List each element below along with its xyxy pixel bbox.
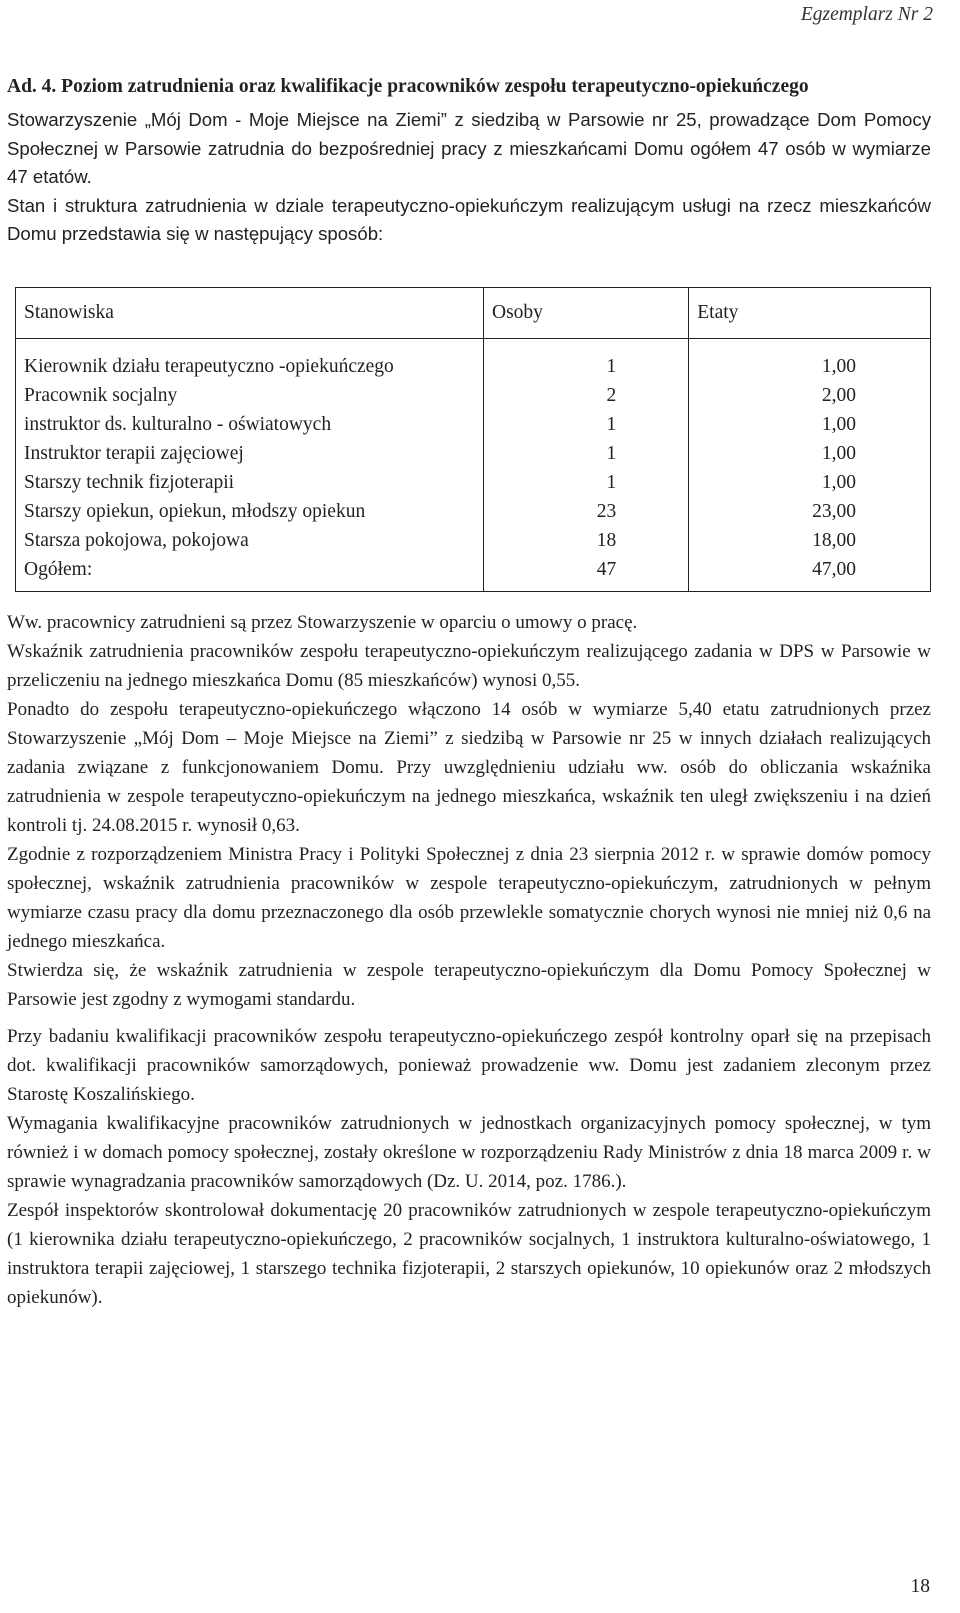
section-heading: Ad. 4. Poziom zatrudnienia oraz kwalifikacje pracowników zespołu terapeutyczno-opiekuńczego xyxy=(7,76,809,97)
cell-persons: 1 xyxy=(484,338,689,382)
cell-fte: 47,00 xyxy=(689,556,931,592)
cell-position: Pracownik socjalny xyxy=(16,382,484,411)
table-row xyxy=(16,556,931,592)
table-row xyxy=(16,338,931,382)
cell-fte: 1,00 xyxy=(689,469,931,498)
header-cell-fte: Etaty xyxy=(689,287,931,338)
cell-persons: 47 xyxy=(484,556,689,592)
cell-position: Starszy opiekun, opiekun, młodszy opiekun xyxy=(16,498,484,527)
paragraph-requirements: Wymagania kwalifikacyjne pracowników zatrudnionych w jednostkach organizacyjnych pomocy społecznej, w tym również i w domach pomocy społecznej, zostały określone w rozporządzeniu Rady Ministrów z dnia 18 marca 2009 r. w sprawie wynagradzania pracowników samorządowych (Dz. U. 2014, poz. 1786.). xyxy=(7,1112,931,1192)
paragraph-qualifications: Przy badaniu kwalifikacji pracowników zespołu terapeutyczno-opiekuńczego zespół kontrolny oparł się na przepisach dot. kwalifikacji pracowników samorządowych, ponieważ prowadzenie ww. Domu jest zadaniem zleconym przez Starostę Koszalińskiego. xyxy=(7,1025,931,1105)
cell-fte: 1,00 xyxy=(689,440,931,469)
header-cell-position: Stanowiska xyxy=(16,287,484,338)
table-row xyxy=(16,498,931,527)
table-row xyxy=(16,382,931,411)
table-row xyxy=(16,527,931,556)
document-body xyxy=(7,72,931,1312)
intro-paragraph-employment: Stowarzyszenie „Mój Dom - Moje Miejsce na Ziemi” z siedzibą w Parsowie nr 25, prowadzące Dom Pomocy Społecznej w Parsowie zatrudnia do bezpośredniej pracy z mieszkańcami Domu ogółem 47 osób w wymiarze 47 etatów. xyxy=(7,109,931,187)
cell-position: Ogółem: xyxy=(16,556,484,592)
table-row xyxy=(16,411,931,440)
cell-fte: 1,00 xyxy=(689,338,931,382)
paragraph-inspection: Zespół inspektorów skontrolował dokumentację 20 pracowników zatrudnionych w zespole terapeutyczno-opiekuńczym (1 kierownika działu terapeutyczno-opiekuńczego, 2 pracowników socjalnych, 1 instruktora kulturalno-oświatowego, 1 instruktora terapii zajęciowej, 1 starszego technika fizjoterapii, 2 starszych opiekunów, 10 opiekunów oraz 2 młodszych opiekunów). xyxy=(7,1199,931,1308)
cell-position: Starsza pokojowa, pokojowa xyxy=(16,527,484,556)
cell-persons: 23 xyxy=(484,498,689,527)
paragraph-regulation: Zgodnie z rozporządzeniem Ministra Pracy i Polityki Społecznej z dnia 23 sierpnia 2012 r. w sprawie domów pomocy społecznej, wskaźnik zatrudnienia pracowników w zespole terapeutyczno-opiekuńczym, zatrudnionych w pełnym wymiarze czasu pracy dla domu przeznaczonego dla osób przewlekle somatycznie chorych wynosi nie mniej niż 0,6 na jednego mieszkańca. xyxy=(7,843,931,952)
intro-paragraph-structure: Stan i struktura zatrudnienia w dziale terapeutyczno-opiekuńczym realizującym usługi na rzecz mieszkańców Domu przedstawia się w następujący sposób: xyxy=(7,194,931,244)
cell-persons: 18 xyxy=(484,527,689,556)
cell-fte: 23,00 xyxy=(689,498,931,527)
cell-position: instruktor ds. kulturalno - oświatowych xyxy=(16,411,484,440)
cell-persons: 1 xyxy=(484,440,689,469)
cell-persons: 1 xyxy=(484,411,689,440)
table-header-row xyxy=(16,287,931,338)
copy-number-label: Egzemplarz Nr 2 xyxy=(800,4,933,25)
cell-persons: 1 xyxy=(484,469,689,498)
table-row xyxy=(16,440,931,469)
paragraph-conclusion: Stwierdza się, że wskaźnik zatrudnienia w zespole terapeutyczno-opiekuńczym dla Domu Pomocy Społecznej w Parsowie jest zgodny z wymogami standardu. xyxy=(7,959,931,1010)
cell-position: Instruktor terapii zajęciowej xyxy=(16,440,484,469)
header-cell-persons: Osoby xyxy=(484,287,689,338)
cell-fte: 18,00 xyxy=(689,527,931,556)
cell-fte: 2,00 xyxy=(689,382,931,411)
cell-persons: 2 xyxy=(484,382,689,411)
table-row xyxy=(16,469,931,498)
cell-position: Kierownik działu terapeutyczno -opiekuńczego xyxy=(16,338,484,382)
staff-table xyxy=(15,287,931,592)
paragraph-employment-contract: Ww. pracownicy zatrudnieni są przez Stowarzyszenie w oparciu o umowy o pracę. xyxy=(7,611,638,633)
paragraph-employment-ratio: Wskaźnik zatrudnienia pracowników zespołu terapeutyczno-opiekuńczym realizującego zadania w DPS w Parsowie w przeliczeniu na jednego mieszkańca Domu (85 mieszkańców) wynosi 0,55. xyxy=(7,640,931,691)
page-number: 18 xyxy=(910,1576,930,1597)
paragraph-additional-staff: Ponadto do zespołu terapeutyczno-opiekuńczego włączono 14 osób w wymiarze 5,40 etatu zatrudnionych przez Stowarzyszenie „Mój Dom – Moje Miejsce na Ziemi” z siedzibą w Parsowie nr 25 w innych działach realizujących zadania związane z funkcjonowaniem Domu. Przy uwzględnieniu udziału ww. osób do obliczania wskaźnika zatrudnienia w zespole terapeutyczno-opiekuńczym na jednego mieszkańca, wskaźnik ten uległ zwiększeniu i na dzień kontroli tj. 24.08.2015 r. wynosił 0,63. xyxy=(7,698,931,836)
cell-position: Starszy technik fizjoterapii xyxy=(16,469,484,498)
cell-fte: 1,00 xyxy=(689,411,931,440)
